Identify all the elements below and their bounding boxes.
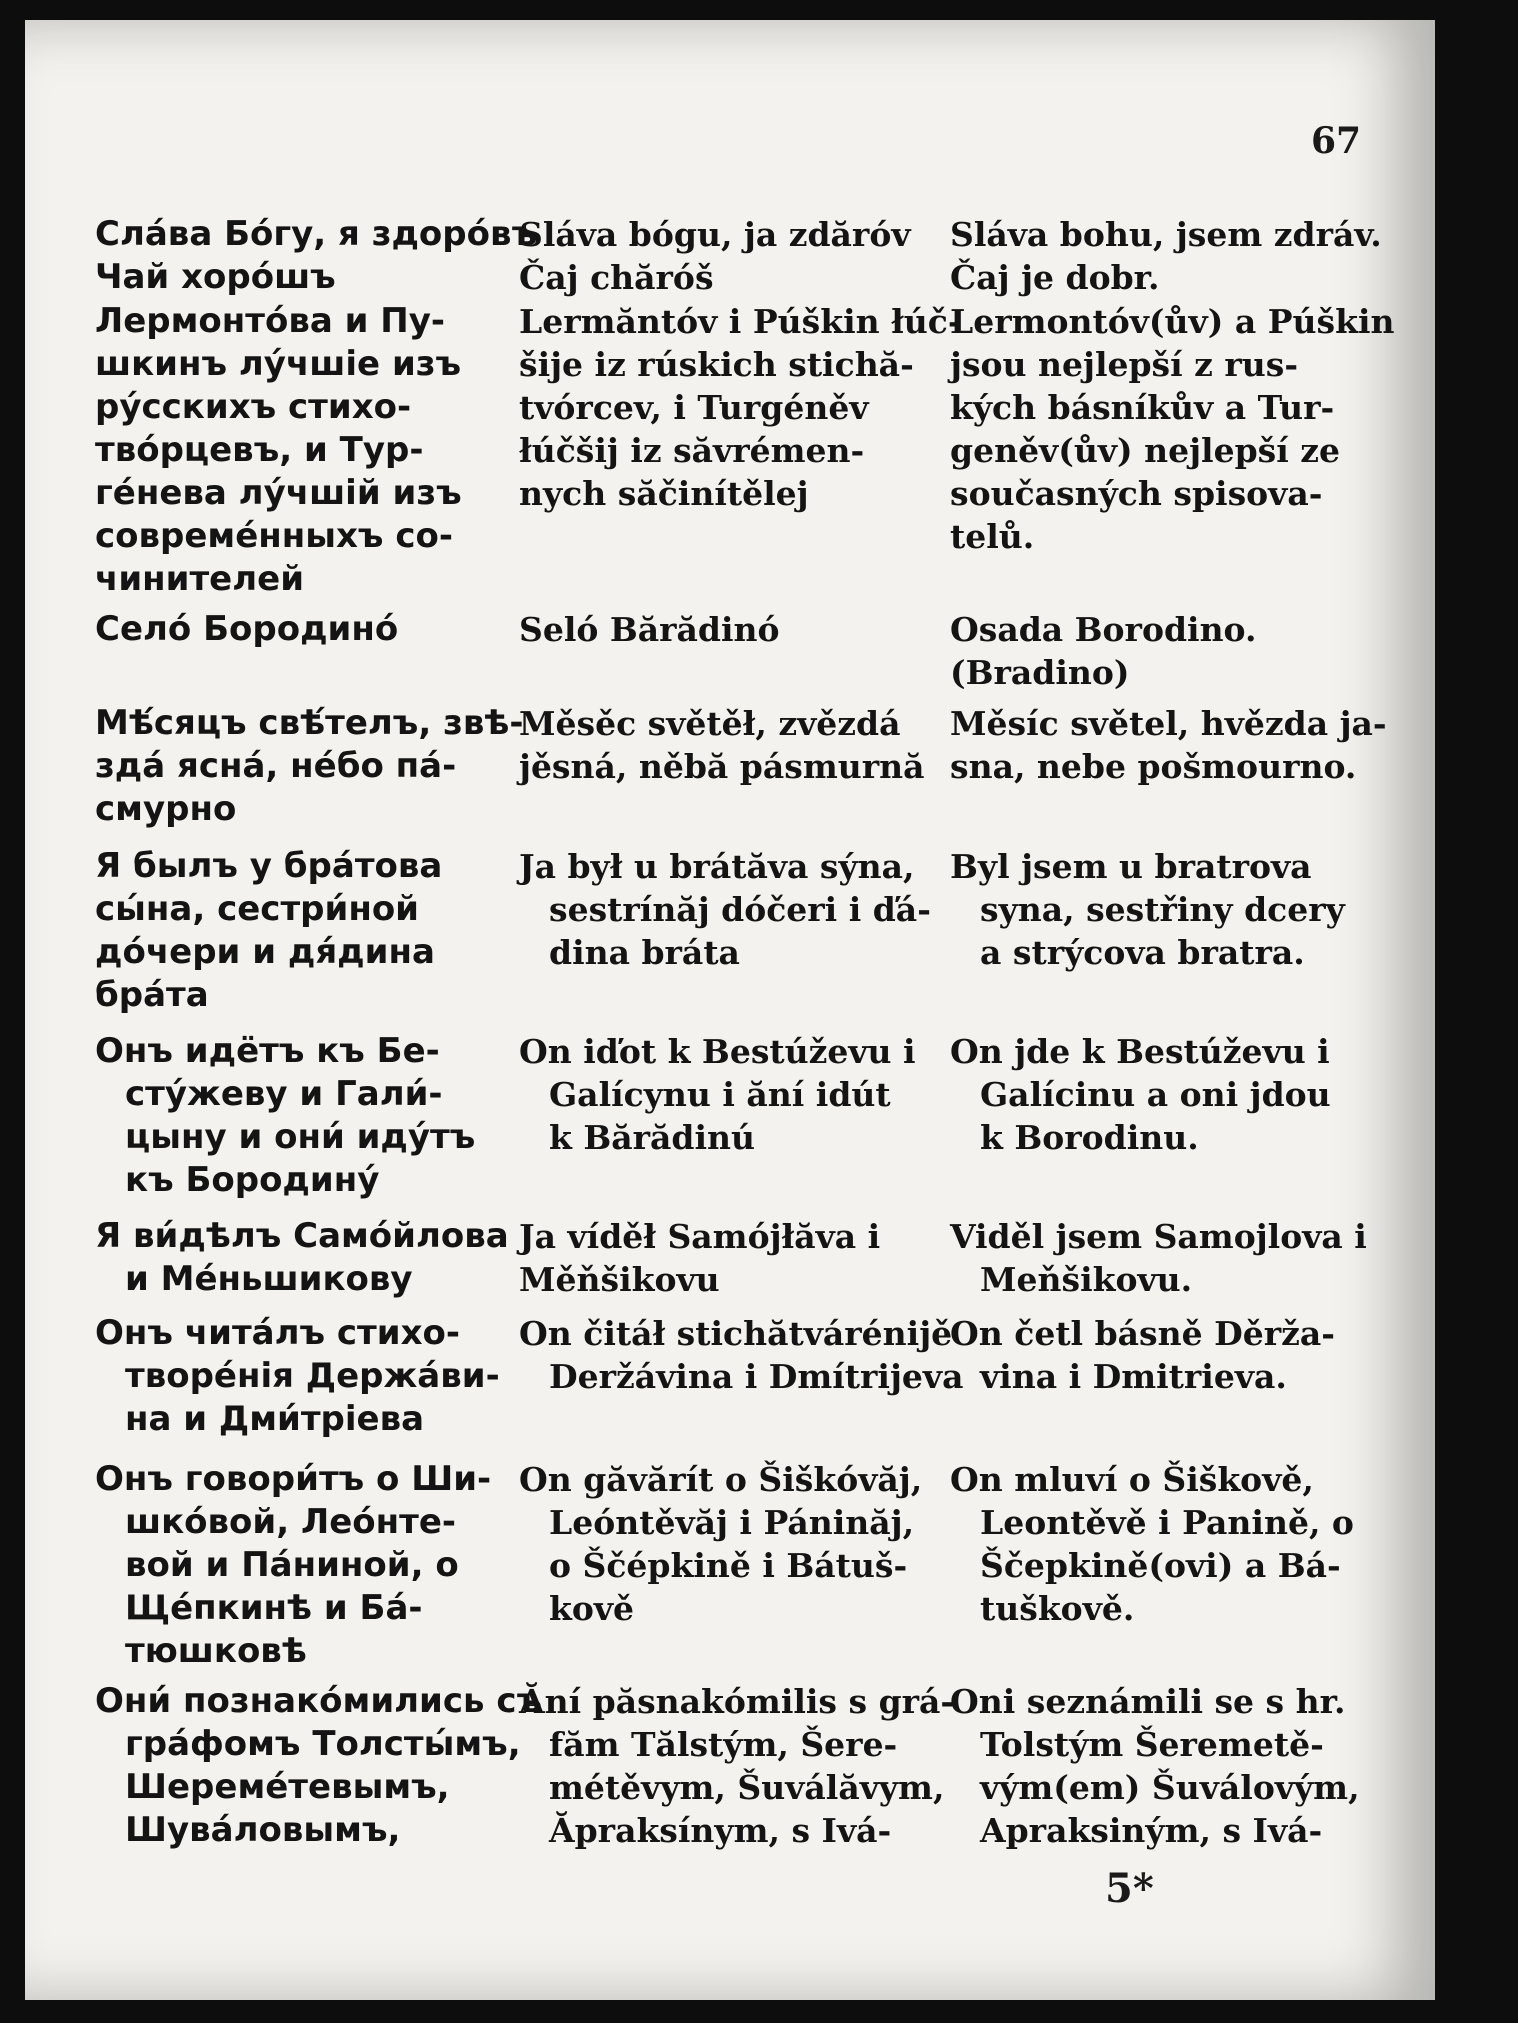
phonetic-text: Seló Bărădinó — [519, 610, 780, 649]
phonetic-text: On găvărít o Šiškóvăj, Leóntěvăj i Páninăj, o Ščépkině i Bátuš- kově — [519, 1460, 923, 1628]
czech-text: On mluví o Šiškově, Leontěvě i Panině, o Ščepkině(ovi) a Bá- tuškově. — [950, 1460, 1354, 1628]
czech-text: On jde k Bestúževu i Galícinu a oni jdou k Borodinu. — [950, 1032, 1331, 1157]
russian-text: Онъ идётъ къ Бе- сту́жеву и Гали́- цыну и они́ иду́тъ къ Бородину́ — [95, 1031, 476, 1200]
phonetic-text: Ja był u brátăva sýna, sestrínăj dóčeri i ďá- dina bráta — [519, 847, 931, 972]
phonetic-text: Lermăntóv i Púškin łúč- šije iz rúskich stichă- tvórcev, i Turgéněv łúčšij iz săvrémen- nych săčinítělej — [519, 302, 962, 513]
czech-text: Viděl jsem Samojlova i Meňšikovu. — [950, 1217, 1367, 1299]
russian-text: Они́ познако́мились съ гра́фомъ Толсты́мъ, Шереме́тевымъ, Шува́ловымъ, — [95, 1681, 543, 1850]
russian-text: Я ви́дѣлъ Само́йлова и Ме́ньшикову — [95, 1216, 509, 1299]
signature-mark: 5* — [1105, 1865, 1154, 1912]
page-number: 67 — [1311, 120, 1362, 162]
russian-text: Село́ Бородино́ — [95, 609, 399, 649]
czech-text: Měsíc světel, hvězda ja- sna, nebe pošmourno. — [950, 704, 1387, 786]
phonetic-text: On iďot k Bestúževu i Galícynu i ăní idút k Bărădinú — [519, 1032, 916, 1157]
russian-text: Лермонто́ва и Пу- шкинъ лу́чшіе изъ ру́сскихъ стихо- тво́рцевъ, и Тур- ге́нева лу́чшій изъ совреме́нныхъ со- чинителей — [95, 301, 462, 599]
russian-text: Онъ чита́лъ стихо- творе́нія Держа́ви- на и Дми́тріева — [95, 1313, 500, 1439]
phonetic-text: Měsěc světěł, zvězdá jěsná, něbă pásmurnă — [519, 704, 925, 786]
czech-text: On četl básně Děrža- vina i Dmitrieva. — [950, 1314, 1335, 1396]
czech-text: Osada Borodino. (Bradino) — [950, 610, 1257, 692]
czech-text: Byl jsem u bratrova syna, sestřiny dcery a strýcova bratra. — [950, 847, 1345, 972]
russian-text: Я былъ у бра́това сы́на, сестри́ной до́чери и дя́дина бра́та — [95, 846, 443, 1015]
russian-text: Онъ говори́тъ о Ши- шко́вой, Лео́нте- вой и Па́ниной, о Ще́пкинѣ и Ба́- тюшковѣ — [95, 1459, 492, 1671]
czech-text: Oni seznámili se s hr. Tolstým Šeremetě- vým(em) Šuválovým, Apraksiným, s Ivá- — [950, 1682, 1360, 1850]
phonetic-text: On čitáł stichătvárénijě Deržávina i Dmítrijeva — [519, 1314, 964, 1396]
phonetic-text: Ăní păsnakómilis s grá- făm Tălstým, Šere- métěvym, Šuválăvym, Ăpraksínym, s Ivá- — [519, 1682, 955, 1850]
phonetic-text: Ja víděł Samójłăva i Měňšikovu — [519, 1217, 881, 1299]
russian-text: Сла́ва Бо́гу, я здоро́въ Чай хоро́шъ — [95, 214, 538, 297]
czech-text: Sláva bohu, jsem zdráv. Čaj je dobr. — [950, 215, 1382, 297]
russian-text: Мѣ́сяцъ свѣ́телъ, звѣ- зда́ ясна́, не́бо па́- смурно — [95, 703, 524, 829]
phonetic-text: Sláva bógu, ja zdăróv Čaj chăróš — [519, 215, 911, 297]
book-page — [25, 20, 1435, 2000]
czech-text: Lermontóv(ův) a Púškin jsou nejlepší z rus- kých básníkův a Tur- geněv(ův) nejlepší ze současných spisova- telů. — [950, 302, 1395, 556]
